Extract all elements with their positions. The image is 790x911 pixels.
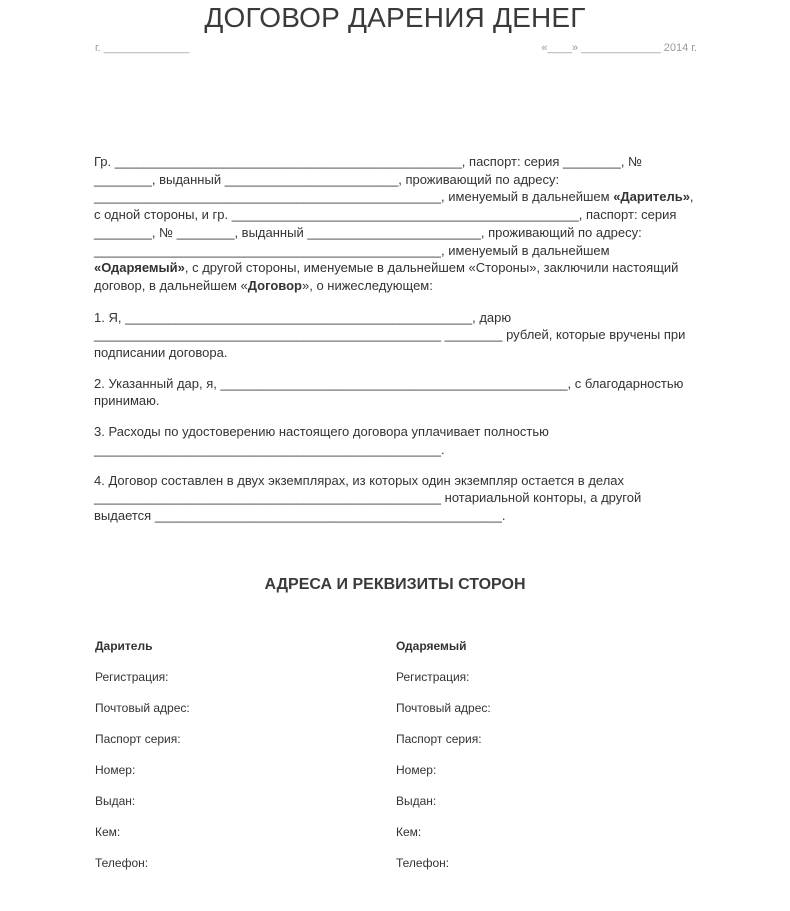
intro-text-2: , с одной стороны, и гр. ________________________________________________, паспорт: серия ________, № ________, выданный ________________________, проживающий по адресу: ________________________________________________, именуемый в дальнейшем (94, 189, 694, 258)
donor-number: Номер: (95, 763, 136, 777)
donor-postal-address: Почтовый адрес: (95, 701, 190, 715)
recipient-issued: Выдан: (396, 794, 437, 808)
donor-heading: Даритель (95, 639, 153, 653)
document-title: ДОГОВОР ДАРЕНИЯ ДЕНЕГ (204, 2, 586, 33)
clause-1: 1. Я, ________________________________________________, дарю ________________________________________________ ________ рублей, которые вручены при подписании договора. (94, 309, 686, 361)
clause-4: 4. Договор составлен в двух экземплярах, из которых один экземпляр остается в делах ________________________________________________ нотариальной конторы, а другой выдается ________________________________________________. (94, 472, 642, 523)
recipient-requisites (396, 639, 676, 887)
date-line: «____» _____________ 2014 г. (541, 42, 697, 54)
recipient-passport-series: Паспорт серия: (396, 732, 482, 746)
recipient-heading: Одаряемый (396, 639, 467, 653)
contract-term: Договор (247, 277, 302, 293)
donor-phone: Телефон: (95, 856, 149, 870)
donor-requisites (95, 639, 375, 887)
clause-2: 2. Указанный дар, я, ________________________________________________, с благодарностью принимаю. (94, 375, 684, 409)
donor-issued-by: Кем: (95, 825, 121, 839)
contract-body (94, 153, 694, 538)
recipient-phone: Телефон: (396, 856, 450, 870)
recipient-postal-address: Почтовый адрес: (396, 701, 491, 715)
recipient-registration: Регистрация: (396, 670, 470, 684)
intro-text-4: », о нижеследующем: (302, 277, 433, 293)
clause-3: 3. Расходы по удостоверению настоящего договора уплачивает полностью ________________________________________________. (94, 424, 549, 457)
requisites-title: АДРЕСА И РЕКВИЗИТЫ СТОРОН (264, 576, 526, 593)
recipient-issued-by: Кем: (396, 825, 422, 839)
donor-registration: Регистрация: (95, 670, 169, 684)
city-line: г. ______________ (95, 42, 190, 54)
intro-paragraph (94, 153, 694, 295)
recipient-term: «Одаряемый» (94, 260, 185, 276)
donor-issued: Выдан: (95, 794, 136, 808)
intro-text-1: Гр. ________________________________________________, паспорт: серия ________, № ________, выданный ________________________, проживающий по адресу: ________________________________________________, именуемый в дальнейшем (94, 154, 643, 205)
recipient-number: Номер: (396, 763, 437, 777)
intro-text-3: , с другой стороны, именуемые в дальнейшем «Стороны», заключили настоящий договор, в дальнейшем « (94, 260, 679, 293)
donor-term: «Даритель» (613, 189, 690, 205)
donor-passport-series: Паспорт серия: (95, 732, 181, 746)
